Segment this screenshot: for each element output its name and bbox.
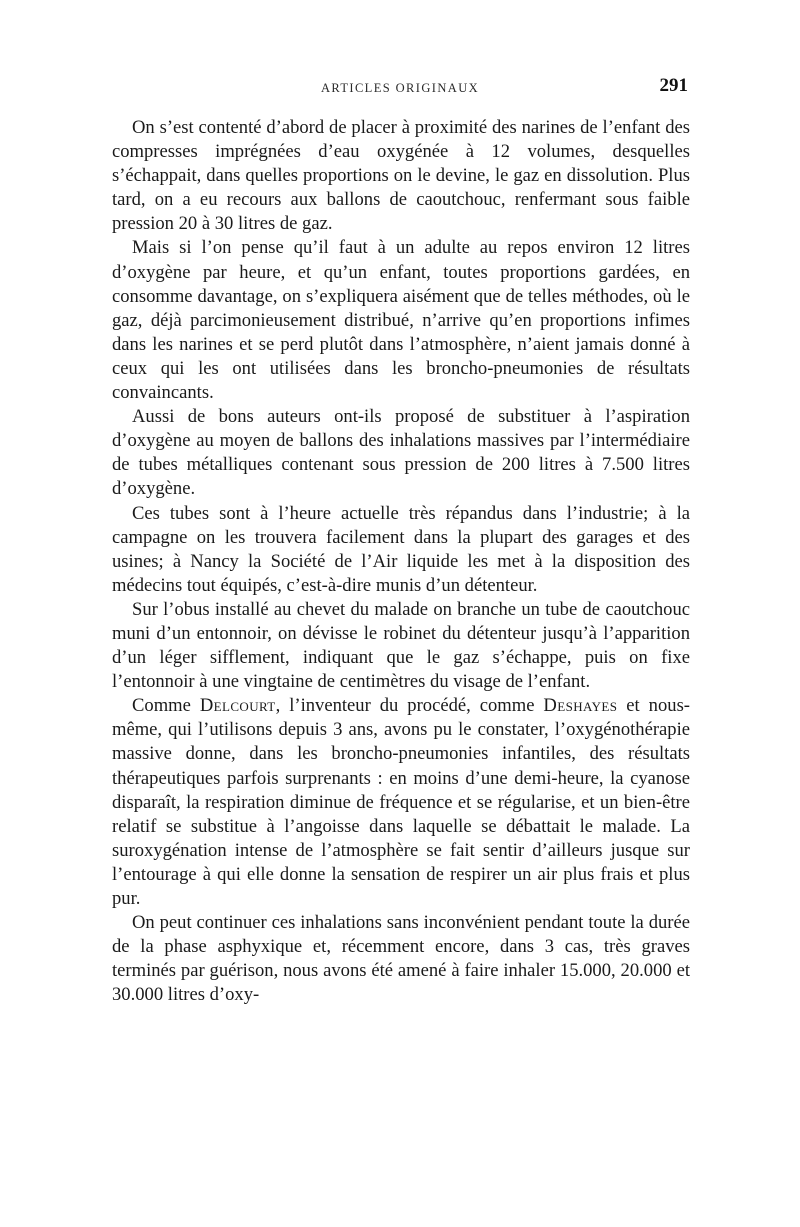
paragraph-tubes: Ces tubes sont à l’heure actuelle très répandus dans l’industrie; à la campagne on les trouvera facilement dans la plupart des garages et des usines; à Nancy la Société de l’Air liquide les met à la disposition des médecins tout équipés, c’est-à-dire munis d’un détenteur. bbox=[112, 502, 690, 596]
results-lead: Comme bbox=[132, 695, 200, 717]
results-rest: et nous-même, qui l’utilisons depuis 3 ans, avons pu le constater, l’oxygénothérapie massive donne, dans les broncho-pneumonies infantiles, des résultats thérapeutiques parfois surprenants : en moins d’une demi-heure, la cyanose disparaît, la respiration diminue de fréquence et se régularise, et un bien-être relatif se substitue à l’angoisse dans laquelle se débattait le malade. La suroxygénation intense de l’atmosphère se fait sentir d’ailleurs jusque sur l’entourage à qui elle donne la sensation de respirer un air plus frais et plus pur. bbox=[112, 695, 690, 909]
author-name-delcourt: Delcourt bbox=[199, 695, 276, 717]
paragraph-procedure: Sur l’obus installé au chevet du malade on branche un tube de caoutchouc muni d’un entonnoir, on dévisse le robinet du détenteur jusqu’à l’apparition d’un léger sifflement, indiquant que le gaz s’échappe, puis on fixe l’entonnoir à une vingtaine de centimètres du visage de l’enfant. bbox=[112, 598, 690, 693]
running-header bbox=[112, 76, 688, 100]
running-title: ARTICLES ORIGINAUX bbox=[320, 81, 480, 95]
paragraph-compresses: On s’est contenté d’abord de placer à proximité des narines de l’enfant des compresses imprégnées d’eau oxygénée à 12 volumes, desquelles s’échappait, dans quelles proportions on le devine, le gaz en dissolution. Plus tard, on a eu recours aux ballons de caoutchouc, renfermant sous faible pression 20 à 30 litres de gaz. bbox=[112, 117, 690, 235]
paragraph-adult-consumption: Mais si l’on pense qu’il faut à un adulte au repos environ 12 litres d’oxygène par heure, et qu’un enfant, toutes proportions gardées, en consomme davantage, on s’expliquera aisément que de telles méthodes, où le gaz, déjà parcimonieusement distribué, n’arrive qu’en proportions infimes dans les narines et se perd plutôt dans l’atmosphère, n’aient jamais donné à ceux qui les ont utilisées dans les broncho-pneumonies de résultats convaincants. bbox=[112, 237, 690, 404]
article-body bbox=[112, 116, 690, 1007]
results-middle: , l’inventeur du procédé, comme bbox=[275, 695, 544, 717]
paragraph-continuation: On peut continuer ces inhalations sans inconvénient pendant toute la durée de la phase asphyxique et, récemment encore, dans 3 cas, très graves terminés par guérison, nous avons été amené à faire inhaler 15.000, 20.000 et 30.000 litres d’oxy- bbox=[112, 912, 690, 1006]
page-number: 291 bbox=[659, 75, 688, 96]
author-name-deshayes: Deshayes bbox=[543, 695, 618, 717]
paragraph-results bbox=[112, 694, 690, 911]
paragraph-massive-inhalation: Aussi de bons auteurs ont-ils proposé de substituer à l’aspiration d’oxygène au moyen de ballons des inhalations massives par l’intermédiaire de tubes métalliques contenant sous pression de 200 litres à 7.500 litres d’oxygène. bbox=[112, 406, 690, 500]
